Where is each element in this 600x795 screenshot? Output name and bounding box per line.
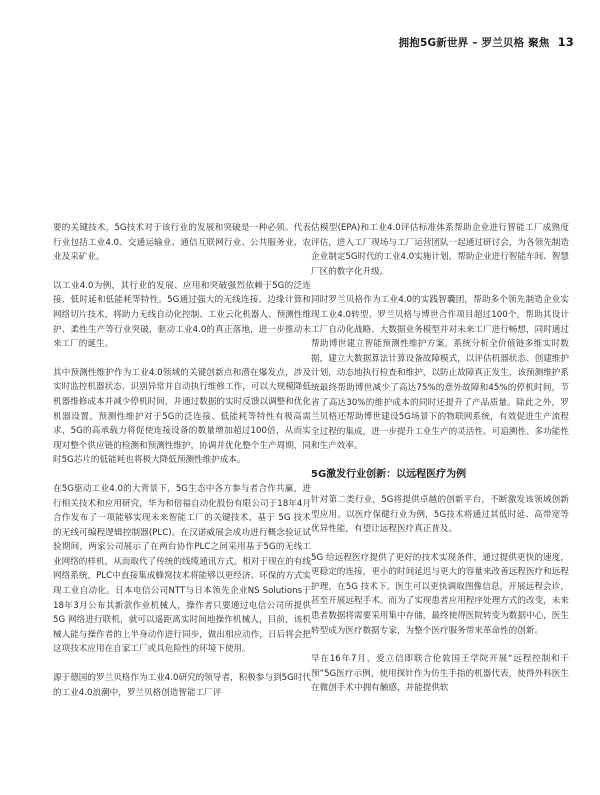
left-paragraph-3: 其中预测性维护作为工业4.0领域的关键创新点和潜在爆发点，涉及实时监控机器状态、识别异常并自动执行维修工作，可以大规模降低机器维修成本并减少停机时间，并通过数据的实时反馈以调整和优化机器设置。预测性维护对于5G的泛连接、低能耗等特性有极高需求，5G的高承载力将促使连接设备的数量增加超过100倍，从而实现对整个供应链的检测和预测性维护，协调并优化整个生产周期，同时5G芯片的低能耗也将极大降低预测性维护成本。 [53,367,311,466]
right-paragraph-5: 早在16年7月，爱立信即联合伦敦国王学院开展“远程控制和干预”5G医疗示例，使用探针作为仿生手指的机器代表，使得外科医生在微创手术中拥有触感，并能提供软 [311,654,569,694]
right-paragraph-1: 估模型(EPA)和工业4.0评估标准体系帮助企业进行智能工厂成熟度评估，进入工厂现场与工厂运营团队一起通过研讨会，为各领先制造企业制定5G时代的工业4.0实施计划，帮助企业进行智能车间、智慧厂区的数字化升级。 [311,223,569,277]
left-column [53,221,311,714]
left-paragraph-2: 以工业4.0为例，其行业的发展、应用和突破强烈依赖于5G的泛连接、低时延和低能耗等特性。5G通过强大的无线连接、边缘计算和网络切片技术，将助力无线自动化控制、工业云化机器人、预测性维护、柔性生产等行业突破，驱动工业4.0的真正落地，进一步推动未来工厂的诞生。 [53,280,311,350]
left-paragraph-4: 在5G驱动工业4.0的大背景下，5G生态中各方参与者合作共赢，进行相关技术和应用研究，华为和倍福自动化股份有限公司于18年4月合作发布了一项能够实现未来智能工厂的关键技术，基于 5G 技术的无线可编程逻辑控制器(PLC)。在汉诺威展会成功进行概念验证试验期间，两家公司展示了在两台协作PLC之间采用基于5G的无线工业网络的样机，从而取代了传统的线缆通讯方式。相对于现在的有线网络系统，PLC中直接集成蜂窝技术将能够以更经济、环保的方式实现工业自动化。日本电信公司NTT与日本领先企业NS Solutions于18年3月公布其新款作业机械人，操作者只要通过电信公司所提供 5G 网络进行联机，就可以遥距离实时间地操作机械人，目前，该机械人能与操作者的上半身动作进行同步，做出相应动作，日后将会把这项技术应用在自家工厂或具危险性的环境下使用。 [53,483,311,655]
right-paragraph-2: 同时罗兰贝格作为工业4.0的实践智囊团，帮助多个领先制造企业实现工业4.0转型。罗兰贝格与博世合作项目超过100个，帮助其设计工厂自动化战略、大数据业务模型并对未来工厂进行畅想，同时通过帮助博世建立智能预测性维护方案，系统分析全价值链多维实时数据，建立大数据算法计算设备故障模式，以评估机器状态、创建维护计划，动态地执行检查和维护，以防止故障真正发生，该预测维护系统最终帮助博世减少了高达75%的意外故障和45%的停机时间，节省了高达30%的维护成本的同时还提升了产品质量。除此之外，罗兰贝格还帮助博世建设5G场景下的物联网系统，有效促进生产流程全过程的集成，进一步提升工业生产的灵活性、可追溯性、多功能性和生产效率。 [311,295,569,452]
section-heading: 5G激发行业创新：以远程医疗为例 [311,468,467,480]
right-paragraph-3: 针对第二类行业，5G将提供卓越的创新平台，不断激发该领域创新型应用。以医疗保健行业为例，5G技术将通过其低时延、高带宽等优异性能，有望让远程医疗真正普及。 [311,494,569,535]
left-paragraph-1: 要的关键技术，5G技术对于该行业的发展和突破是一种必须。代表行业包括工业4.0、交通运输业、通信互联网行业、公共服务业、农业及采矿业。 [53,223,311,263]
page-header [399,35,574,50]
left-paragraph-5: 源于德国的罗兰贝格作为工业4.0研究的领导者，积极参与到5G时代的工业4.0浪潮中，罗兰贝格创造智能工厂评 [53,673,311,698]
header-title: 拥抱5G新世界 – 罗兰贝格 聚焦 [398,37,550,49]
page-number: 13 [557,35,574,49]
right-paragraph-4: 5G 给远程医疗提供了更好的技术实现条件，通过提供更快的速度，更稳定的连接，更小的时间延迟与更大的容量来改善远程医疗和远程护理，在5G 技术下，医生可以更快调取图像信息，开展远程会诊，甚至开展远程手术。而为了实现患者应用程序处理方式的改变，未来患者数据将需要采用集中存储，最终使得医院转变为数据中心，医生转型成为医疗数据专家，为整个医疗服务带来革命性的创新。 [311,552,569,636]
right-column [311,221,569,710]
